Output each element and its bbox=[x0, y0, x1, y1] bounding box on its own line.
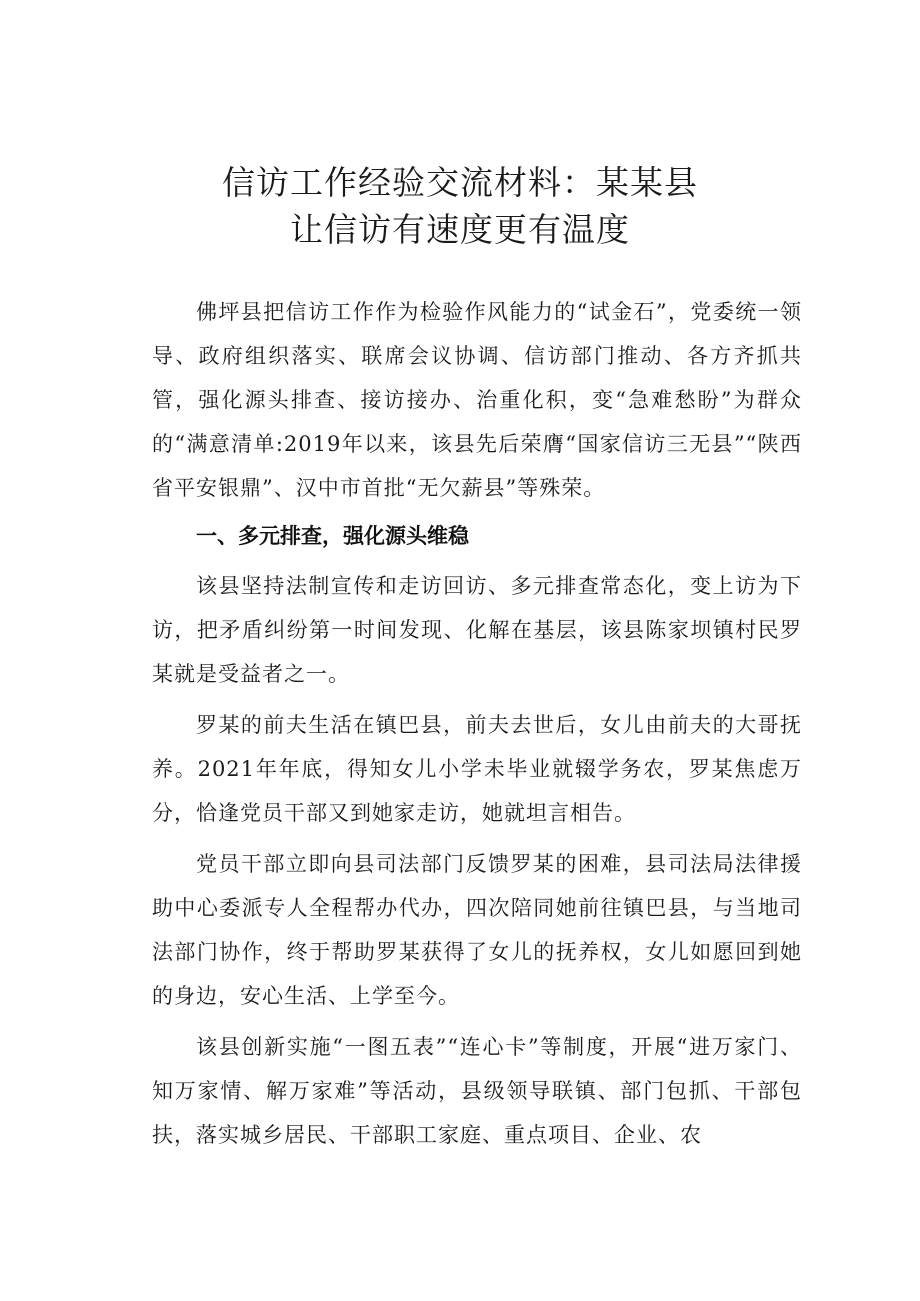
document-body bbox=[152, 290, 802, 1157]
body-paragraph-3: 党员干部立即向县司法部门反馈罗某的困难，县司法局法律援助中心委派专人全程帮办代办，四次陪同她前往镇巴县，与当地司法部门协作，终于帮助罗某获得了女儿的抚养权，女儿如愿回到她的身边，安心生活、上学至今。 bbox=[152, 852, 802, 1008]
body-paragraph-4: 该县创新实施“一图五表”“连心卡”等制度，开展“进万家门、知万家情、解万家难”等活动，县级领导联镇、部门包抓、干部包扶，落实城乡居民、干部职工家庭、重点项目、企业、农 bbox=[152, 1035, 802, 1147]
document-title-line-1: 信访工作经验交流材料：某某县 bbox=[222, 163, 698, 202]
intro-paragraph: 佛坪县把信访工作作为检验作风能力的“试金石”，党委统一领导、政府组织落实、联席会议协调、信访部门推动、各方齐抓共管，强化源头排查、接访接办、治重化积，变“急难愁盼”为群众的“满意清单:2019年以来，该县先后荣膺“国家信访三无县”“陕西省平安银鼎”、汉中市首批“无欠薪县”等殊荣。 bbox=[152, 300, 802, 500]
section-heading-1: 一、多元排查，强化源头维稳 bbox=[196, 524, 469, 548]
body-paragraph-1: 该县坚持法制宣传和走访回访、多元排查常态化，变上访为下访，把矛盾纠纷第一时间发现、化解在基层，该县陈家坝镇村民罗某就是受益者之一。 bbox=[152, 574, 802, 686]
body-paragraph-2: 罗某的前夫生活在镇巴县，前夫去世后，女儿由前夫的大哥抚养。2021年年底，得知女儿小学未毕业就辍学务农，罗某焦虑万分，恰逢党员干部又到她家走访，她就坦言相告。 bbox=[152, 713, 802, 825]
document-title-line-2: 让信访有速度更有温度 bbox=[290, 210, 630, 249]
